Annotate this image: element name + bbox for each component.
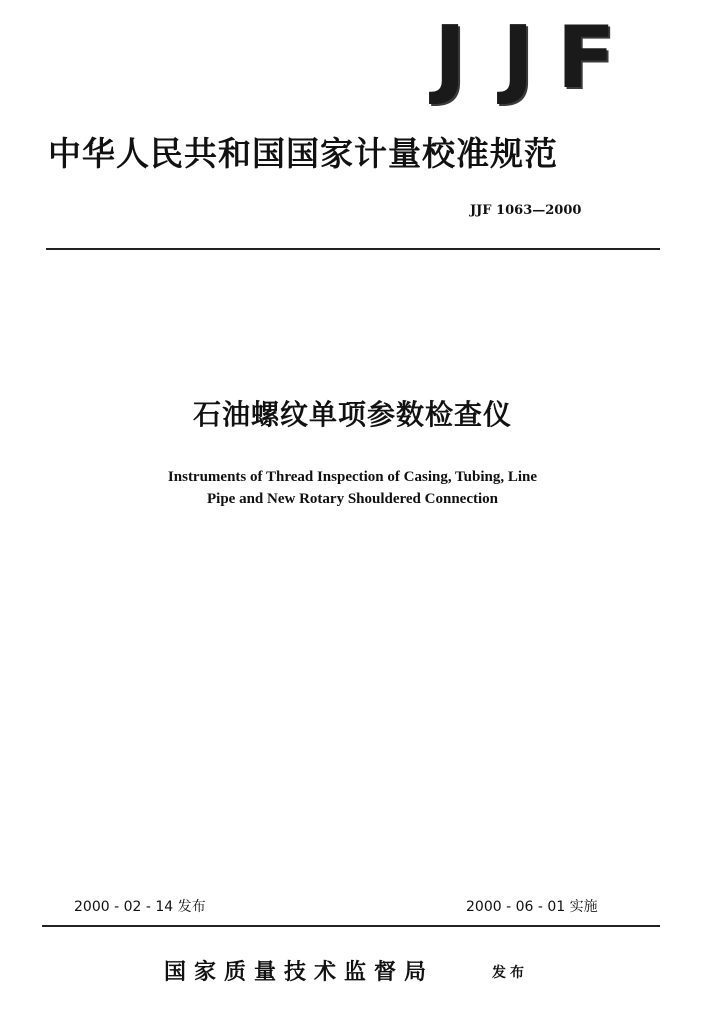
logo-letter-j1: J	[434, 8, 466, 108]
jjf-logo	[420, 8, 616, 108]
publisher-name: 国家质量技术监督局	[164, 959, 435, 985]
standard-code: JJF 1063—2000	[470, 203, 582, 218]
standard-series-title: 中华人民共和国国家计量校准规范	[48, 134, 558, 173]
implementation-date: 2000 - 06 - 01 实施	[466, 899, 598, 915]
document-title-cn: 石油螺纹单项参数检查仪	[192, 398, 512, 431]
logo-letter-f: F	[556, 8, 616, 108]
top-divider	[46, 248, 660, 250]
document-title-en-line1: Instruments of Thread Inspection of Casing, Tubing, Line	[167, 469, 538, 485]
document-title-en	[0, 466, 705, 510]
issue-date: 2000 - 02 - 14 发布	[74, 899, 206, 915]
bottom-divider	[42, 925, 660, 927]
logo-letter-j2: J	[502, 8, 534, 108]
document-title-en-line2: Pipe and New Rotary Shouldered Connection	[207, 491, 498, 507]
publisher-suffix: 发布	[492, 965, 528, 981]
